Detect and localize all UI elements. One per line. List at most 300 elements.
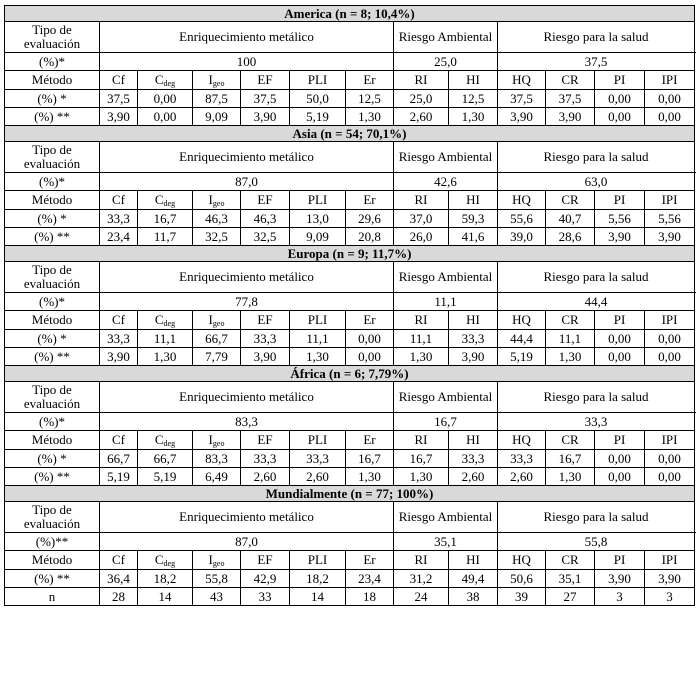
method-name: EF bbox=[257, 192, 273, 207]
method-header bbox=[193, 191, 241, 210]
method-header bbox=[498, 191, 546, 210]
region-title: Mundialmente (n = 77; 100%) bbox=[5, 486, 695, 502]
method-header bbox=[290, 191, 346, 210]
value-row bbox=[5, 450, 695, 468]
method-subscript: geo bbox=[212, 79, 225, 88]
method-header bbox=[100, 431, 138, 450]
method-header-row bbox=[5, 311, 695, 330]
value-cell: 3,90 bbox=[100, 108, 138, 126]
group-riesgo-salud: Riesgo para la salud bbox=[498, 262, 695, 293]
value-cell: 0,00 bbox=[595, 90, 645, 108]
method-name: PI bbox=[613, 192, 626, 207]
evaluation-label: (%)* bbox=[5, 413, 100, 431]
method-name: IPI bbox=[661, 432, 678, 447]
value-cell: 37,5 bbox=[498, 90, 546, 108]
method-subscript: deg bbox=[163, 199, 176, 208]
method-header bbox=[645, 431, 695, 450]
method-name: CR bbox=[561, 312, 579, 327]
value-cell: 0,00 bbox=[595, 348, 645, 366]
method-name: HQ bbox=[512, 312, 531, 327]
method-name: RI bbox=[414, 432, 428, 447]
evaluation-label: (%)* bbox=[5, 173, 100, 191]
evaluation-label: (%)* bbox=[5, 293, 100, 311]
group-enriquecimiento-metalico: Enriquecimiento metálico bbox=[100, 262, 394, 293]
summary-salud: 33,3 bbox=[498, 413, 695, 431]
summary-ambiental: 25,0 bbox=[394, 53, 498, 71]
value-cell: 3,90 bbox=[645, 570, 695, 588]
method-header bbox=[193, 311, 241, 330]
value-cell: 46,3 bbox=[193, 210, 241, 228]
value-cell: 37,5 bbox=[241, 90, 290, 108]
value-cell: 13,0 bbox=[290, 210, 346, 228]
method-header bbox=[193, 431, 241, 450]
region-title: America (n = 8; 10,4%) bbox=[5, 6, 695, 22]
method-name: EF bbox=[257, 312, 273, 327]
group-enriquecimiento-metalico: Enriquecimiento metálico bbox=[100, 502, 394, 533]
results-table-container bbox=[4, 5, 694, 606]
method-header bbox=[241, 551, 290, 570]
evaluation-label: (%)** bbox=[5, 533, 100, 551]
method-name: C bbox=[154, 72, 164, 87]
method-name: Er bbox=[363, 192, 376, 207]
value-cell: 1,30 bbox=[546, 348, 595, 366]
method-name: IPI bbox=[661, 72, 678, 87]
method-name: Cf bbox=[112, 312, 125, 327]
method-header-row bbox=[5, 191, 695, 210]
method-name: Cf bbox=[112, 72, 125, 87]
metodo-label: Método bbox=[5, 431, 100, 450]
method-header bbox=[241, 311, 290, 330]
value-cell: 2,60 bbox=[290, 468, 346, 486]
value-cell: 0,00 bbox=[645, 330, 695, 348]
value-cell: 33,3 bbox=[498, 450, 546, 468]
method-header bbox=[346, 431, 394, 450]
value-cell: 16,7 bbox=[546, 450, 595, 468]
value-row bbox=[5, 330, 695, 348]
method-header bbox=[346, 191, 394, 210]
method-name: RI bbox=[414, 192, 428, 207]
method-name: PLI bbox=[307, 72, 328, 87]
value-cell: 0,00 bbox=[595, 108, 645, 126]
value-cell: 49,4 bbox=[449, 570, 498, 588]
summary-enriquecimiento: 87,0 bbox=[100, 173, 394, 191]
group-header-row bbox=[5, 262, 695, 293]
value-cell: 36,4 bbox=[100, 570, 138, 588]
method-name: C bbox=[154, 432, 164, 447]
group-header-row bbox=[5, 22, 695, 53]
value-cell: 0,00 bbox=[138, 90, 193, 108]
value-cell: 1,30 bbox=[346, 108, 394, 126]
method-subscript: geo bbox=[212, 199, 225, 208]
value-cell: 6,49 bbox=[193, 468, 241, 486]
value-cell: 43 bbox=[193, 588, 241, 606]
method-header bbox=[546, 431, 595, 450]
method-subscript: deg bbox=[163, 319, 176, 328]
method-header bbox=[498, 431, 546, 450]
value-cell: 83,3 bbox=[193, 450, 241, 468]
summary-enriquecimiento: 77,8 bbox=[100, 293, 394, 311]
group-riesgo-ambiental: Riesgo Ambiental bbox=[394, 262, 498, 293]
method-header bbox=[394, 191, 449, 210]
method-header bbox=[449, 431, 498, 450]
method-name: PLI bbox=[307, 552, 328, 567]
method-name: I bbox=[208, 312, 213, 327]
value-cell: 33,3 bbox=[100, 330, 138, 348]
method-name: PI bbox=[613, 312, 626, 327]
method-name: PLI bbox=[307, 432, 328, 447]
value-cell: 18,2 bbox=[138, 570, 193, 588]
method-header bbox=[449, 71, 498, 90]
method-name: HI bbox=[466, 552, 480, 567]
method-header bbox=[346, 551, 394, 570]
method-name: Cf bbox=[112, 192, 125, 207]
value-cell: 39,0 bbox=[498, 228, 546, 246]
value-cell: 39 bbox=[498, 588, 546, 606]
method-header bbox=[645, 71, 695, 90]
value-cell: 0,00 bbox=[645, 450, 695, 468]
value-cell: 33,3 bbox=[241, 450, 290, 468]
method-name: PI bbox=[613, 432, 626, 447]
summary-ambiental: 11,1 bbox=[394, 293, 498, 311]
value-cell: 0,00 bbox=[645, 90, 695, 108]
method-name: Er bbox=[363, 312, 376, 327]
method-name: IPI bbox=[661, 552, 678, 567]
method-header bbox=[138, 311, 193, 330]
evaluation-label: (%)* bbox=[5, 53, 100, 71]
value-cell: 0,00 bbox=[645, 348, 695, 366]
method-header bbox=[645, 191, 695, 210]
value-cell: 0,00 bbox=[645, 468, 695, 486]
method-header bbox=[290, 71, 346, 90]
method-header bbox=[595, 311, 645, 330]
value-row-label: (%) * bbox=[5, 90, 100, 108]
method-header bbox=[546, 551, 595, 570]
summary-ambiental: 16,7 bbox=[394, 413, 498, 431]
method-name: HQ bbox=[512, 72, 531, 87]
value-cell: 37,5 bbox=[546, 90, 595, 108]
value-row bbox=[5, 570, 695, 588]
method-name: Er bbox=[363, 72, 376, 87]
region-title-row bbox=[5, 366, 695, 382]
group-riesgo-salud: Riesgo para la salud bbox=[498, 142, 695, 173]
value-cell: 46,3 bbox=[241, 210, 290, 228]
method-subscript: deg bbox=[163, 79, 176, 88]
value-cell: 23,4 bbox=[346, 570, 394, 588]
region-title-row bbox=[5, 126, 695, 142]
value-cell: 32,5 bbox=[241, 228, 290, 246]
summary-enriquecimiento: 100 bbox=[100, 53, 394, 71]
value-row-label: (%) * bbox=[5, 330, 100, 348]
region-title-row bbox=[5, 6, 695, 22]
method-header-row bbox=[5, 431, 695, 450]
method-name: CR bbox=[561, 432, 579, 447]
value-cell: 0,00 bbox=[645, 108, 695, 126]
value-row bbox=[5, 468, 695, 486]
value-cell: 18 bbox=[346, 588, 394, 606]
value-cell: 28 bbox=[100, 588, 138, 606]
region-title: Europa (n = 9; 11,7%) bbox=[5, 246, 695, 262]
value-cell: 37,0 bbox=[394, 210, 449, 228]
value-cell: 24 bbox=[394, 588, 449, 606]
value-cell: 11,1 bbox=[394, 330, 449, 348]
value-cell: 0,00 bbox=[595, 450, 645, 468]
value-cell: 3,90 bbox=[449, 348, 498, 366]
method-header bbox=[546, 191, 595, 210]
value-cell: 11,1 bbox=[546, 330, 595, 348]
value-cell: 5,56 bbox=[595, 210, 645, 228]
value-row-label: (%) * bbox=[5, 450, 100, 468]
value-cell: 14 bbox=[138, 588, 193, 606]
value-cell: 38 bbox=[449, 588, 498, 606]
method-header bbox=[346, 311, 394, 330]
group-enriquecimiento-metalico: Enriquecimiento metálico bbox=[100, 382, 394, 413]
method-name: HQ bbox=[512, 552, 531, 567]
method-subscript: geo bbox=[212, 319, 225, 328]
method-header bbox=[241, 71, 290, 90]
method-header bbox=[290, 551, 346, 570]
method-header bbox=[346, 71, 394, 90]
value-cell: 12,5 bbox=[449, 90, 498, 108]
summary-enriquecimiento: 83,3 bbox=[100, 413, 394, 431]
value-cell: 3 bbox=[645, 588, 695, 606]
value-cell: 37,5 bbox=[100, 90, 138, 108]
value-cell: 20,8 bbox=[346, 228, 394, 246]
value-cell: 7,79 bbox=[193, 348, 241, 366]
method-header bbox=[138, 191, 193, 210]
method-header bbox=[449, 191, 498, 210]
method-header-row bbox=[5, 71, 695, 90]
value-cell: 5,19 bbox=[290, 108, 346, 126]
value-row bbox=[5, 348, 695, 366]
method-name: PI bbox=[613, 552, 626, 567]
method-name: C bbox=[154, 312, 164, 327]
method-header bbox=[394, 551, 449, 570]
value-cell: 11,7 bbox=[138, 228, 193, 246]
region-title: Asia (n = 54; 70,1%) bbox=[5, 126, 695, 142]
group-riesgo-salud: Riesgo para la salud bbox=[498, 502, 695, 533]
method-name: RI bbox=[414, 552, 428, 567]
region-title-row bbox=[5, 246, 695, 262]
method-header bbox=[498, 71, 546, 90]
method-subscript: geo bbox=[212, 559, 225, 568]
method-header bbox=[290, 431, 346, 450]
value-row-label: (%) ** bbox=[5, 468, 100, 486]
value-cell: 25,0 bbox=[394, 90, 449, 108]
method-name: PLI bbox=[307, 192, 328, 207]
group-riesgo-salud: Riesgo para la salud bbox=[498, 22, 695, 53]
group-riesgo-salud: Riesgo para la salud bbox=[498, 382, 695, 413]
method-name: PI bbox=[613, 72, 626, 87]
method-name: CR bbox=[561, 72, 579, 87]
evaluation-summary-row bbox=[5, 53, 695, 71]
group-header-row bbox=[5, 382, 695, 413]
value-cell: 3,90 bbox=[595, 228, 645, 246]
method-name: Cf bbox=[112, 432, 125, 447]
metodo-label: Método bbox=[5, 551, 100, 570]
value-cell: 55,8 bbox=[193, 570, 241, 588]
value-cell: 66,7 bbox=[138, 450, 193, 468]
value-cell: 1,30 bbox=[346, 468, 394, 486]
value-cell: 33,3 bbox=[241, 330, 290, 348]
method-header bbox=[449, 311, 498, 330]
value-cell: 11,1 bbox=[138, 330, 193, 348]
method-header bbox=[138, 551, 193, 570]
tipo-evaluacion-label: Tipo de evaluación bbox=[5, 262, 100, 293]
value-cell: 3,90 bbox=[241, 108, 290, 126]
method-name: RI bbox=[414, 72, 428, 87]
value-row-label: (%) ** bbox=[5, 570, 100, 588]
tipo-evaluacion-label: Tipo de evaluación bbox=[5, 142, 100, 173]
value-cell: 16,7 bbox=[346, 450, 394, 468]
value-cell: 87,5 bbox=[193, 90, 241, 108]
method-header bbox=[498, 311, 546, 330]
group-riesgo-ambiental: Riesgo Ambiental bbox=[394, 22, 498, 53]
value-cell: 16,7 bbox=[394, 450, 449, 468]
value-cell: 1,30 bbox=[449, 108, 498, 126]
value-cell: 16,7 bbox=[138, 210, 193, 228]
value-cell: 1,30 bbox=[290, 348, 346, 366]
value-cell: 3,90 bbox=[498, 108, 546, 126]
method-name: HQ bbox=[512, 432, 531, 447]
value-cell: 27 bbox=[546, 588, 595, 606]
value-row bbox=[5, 90, 695, 108]
value-cell: 42,9 bbox=[241, 570, 290, 588]
tipo-evaluacion-label: Tipo de evaluación bbox=[5, 382, 100, 413]
method-name: HI bbox=[466, 192, 480, 207]
method-header bbox=[193, 551, 241, 570]
method-header bbox=[241, 191, 290, 210]
value-cell: 50,0 bbox=[290, 90, 346, 108]
value-cell: 11,1 bbox=[290, 330, 346, 348]
value-cell: 32,5 bbox=[193, 228, 241, 246]
group-riesgo-ambiental: Riesgo Ambiental bbox=[394, 502, 498, 533]
value-cell: 3,90 bbox=[645, 228, 695, 246]
value-cell: 66,7 bbox=[193, 330, 241, 348]
method-header bbox=[449, 551, 498, 570]
metodo-label: Método bbox=[5, 71, 100, 90]
method-header bbox=[100, 311, 138, 330]
method-name: CR bbox=[561, 552, 579, 567]
method-header bbox=[546, 311, 595, 330]
method-name: Er bbox=[363, 552, 376, 567]
method-name: C bbox=[154, 552, 164, 567]
evaluation-summary-row bbox=[5, 173, 695, 191]
method-header bbox=[498, 551, 546, 570]
method-name: Cf bbox=[112, 552, 125, 567]
evaluation-summary-row bbox=[5, 533, 695, 551]
method-header bbox=[241, 431, 290, 450]
value-cell: 33,3 bbox=[449, 450, 498, 468]
method-name: EF bbox=[257, 552, 273, 567]
group-header-row bbox=[5, 502, 695, 533]
value-cell: 1,30 bbox=[138, 348, 193, 366]
summary-ambiental: 42,6 bbox=[394, 173, 498, 191]
method-name: I bbox=[208, 192, 213, 207]
value-row-label: (%) * bbox=[5, 210, 100, 228]
value-cell: 2,60 bbox=[498, 468, 546, 486]
group-enriquecimiento-metalico: Enriquecimiento metálico bbox=[100, 142, 394, 173]
value-cell: 41,6 bbox=[449, 228, 498, 246]
value-cell: 0,00 bbox=[138, 108, 193, 126]
method-name: I bbox=[208, 432, 213, 447]
method-name: C bbox=[154, 192, 164, 207]
value-row bbox=[5, 588, 695, 606]
value-cell: 9,09 bbox=[290, 228, 346, 246]
results-table-body bbox=[5, 6, 695, 606]
value-cell: 33 bbox=[241, 588, 290, 606]
value-row-label: (%) ** bbox=[5, 228, 100, 246]
method-header bbox=[394, 71, 449, 90]
group-enriquecimiento-metalico: Enriquecimiento metálico bbox=[100, 22, 394, 53]
value-cell: 18,2 bbox=[290, 570, 346, 588]
value-row-label: (%) ** bbox=[5, 108, 100, 126]
summary-salud: 55,8 bbox=[498, 533, 695, 551]
value-cell: 2,60 bbox=[241, 468, 290, 486]
method-header bbox=[100, 71, 138, 90]
value-cell: 26,0 bbox=[394, 228, 449, 246]
metodo-label: Método bbox=[5, 311, 100, 330]
value-cell: 3 bbox=[595, 588, 645, 606]
method-name: PLI bbox=[307, 312, 328, 327]
value-cell: 5,19 bbox=[100, 468, 138, 486]
value-cell: 1,30 bbox=[546, 468, 595, 486]
method-name: EF bbox=[257, 72, 273, 87]
method-subscript: deg bbox=[163, 559, 176, 568]
group-riesgo-ambiental: Riesgo Ambiental bbox=[394, 142, 498, 173]
method-name: HI bbox=[466, 432, 480, 447]
summary-ambiental: 35,1 bbox=[394, 533, 498, 551]
value-cell: 3,90 bbox=[546, 108, 595, 126]
summary-salud: 63,0 bbox=[498, 173, 695, 191]
method-header bbox=[595, 431, 645, 450]
value-cell: 12,5 bbox=[346, 90, 394, 108]
value-cell: 66,7 bbox=[100, 450, 138, 468]
method-name: CR bbox=[561, 192, 579, 207]
method-subscript: deg bbox=[163, 439, 176, 448]
method-name: IPI bbox=[661, 192, 678, 207]
method-header bbox=[138, 431, 193, 450]
tipo-evaluacion-label: Tipo de evaluación bbox=[5, 502, 100, 533]
value-cell: 33,3 bbox=[290, 450, 346, 468]
evaluation-summary-row bbox=[5, 293, 695, 311]
value-cell: 28,6 bbox=[546, 228, 595, 246]
value-cell: 3,90 bbox=[595, 570, 645, 588]
summary-enriquecimiento: 87,0 bbox=[100, 533, 394, 551]
method-header bbox=[645, 551, 695, 570]
value-row bbox=[5, 228, 695, 246]
value-cell: 23,4 bbox=[100, 228, 138, 246]
value-cell: 59,3 bbox=[449, 210, 498, 228]
method-name: RI bbox=[414, 312, 428, 327]
method-name: I bbox=[208, 552, 213, 567]
method-name: Er bbox=[363, 432, 376, 447]
value-cell: 35,1 bbox=[546, 570, 595, 588]
method-name: HQ bbox=[512, 192, 531, 207]
method-header bbox=[595, 71, 645, 90]
value-row-label: (%) ** bbox=[5, 348, 100, 366]
group-riesgo-ambiental: Riesgo Ambiental bbox=[394, 382, 498, 413]
method-subscript: geo bbox=[212, 439, 225, 448]
method-name: EF bbox=[257, 432, 273, 447]
method-name: HI bbox=[466, 72, 480, 87]
value-cell: 5,19 bbox=[138, 468, 193, 486]
method-header bbox=[595, 551, 645, 570]
method-name: I bbox=[208, 72, 213, 87]
value-row-label: n bbox=[5, 588, 100, 606]
value-row bbox=[5, 210, 695, 228]
region-title: África (n = 6; 7,79%) bbox=[5, 366, 695, 382]
value-cell: 0,00 bbox=[346, 348, 394, 366]
